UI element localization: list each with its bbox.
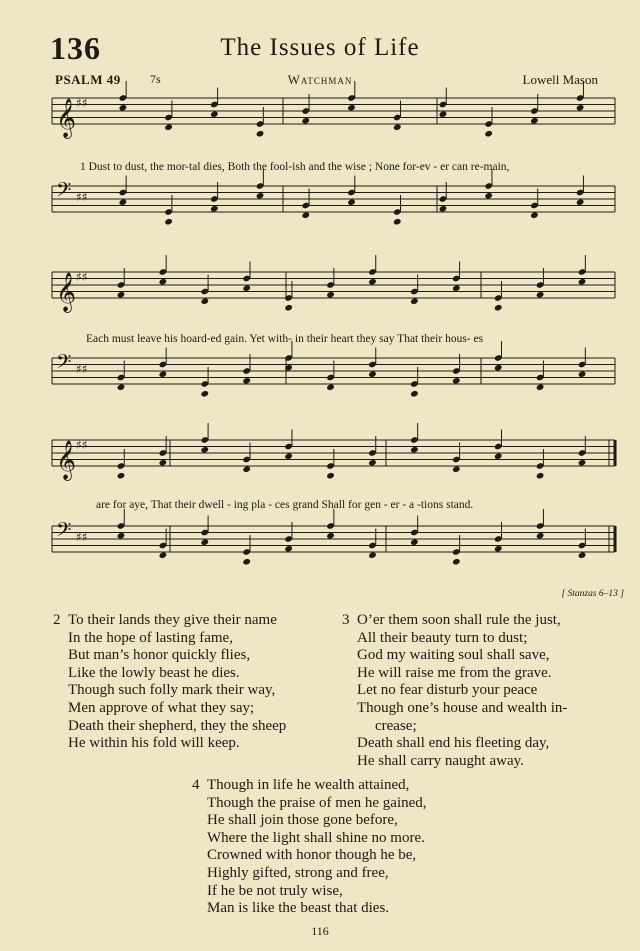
notehead xyxy=(530,211,539,219)
notehead xyxy=(119,104,128,112)
notehead xyxy=(578,551,587,559)
notehead xyxy=(284,545,293,553)
notehead xyxy=(326,291,335,299)
notehead xyxy=(536,383,545,391)
treble-clef-icon: 𝄞 xyxy=(56,272,77,312)
key-signature-icon: ♯♯ xyxy=(76,96,88,110)
bass-clef-icon: 𝄢 xyxy=(56,350,72,378)
notehead xyxy=(347,104,356,112)
notehead xyxy=(256,192,265,200)
stanza-line: To their lands they give their name xyxy=(68,612,277,628)
stanza-line: Let no fear disturb your peace xyxy=(357,682,538,699)
stanza-line: O’er them soon shall rule the just, xyxy=(357,612,561,628)
stanza-line: Highly gifted, strong and free, xyxy=(207,864,389,881)
notehead xyxy=(536,532,545,540)
bass-clef-icon: 𝄢 xyxy=(56,518,72,546)
stanza-4 xyxy=(192,777,427,918)
notehead xyxy=(410,538,419,546)
notehead xyxy=(368,459,377,467)
notehead xyxy=(117,383,126,391)
stanza-number: 4 xyxy=(192,777,200,793)
notehead xyxy=(578,370,587,378)
notehead xyxy=(484,192,493,200)
notehead xyxy=(368,551,377,559)
stanza-line: He shall join those gone before, xyxy=(207,812,398,829)
notehead xyxy=(494,304,503,312)
key-signature-icon: ♯♯ xyxy=(76,270,88,284)
stanza-line: He shall carry naught away. xyxy=(357,752,524,769)
stanza-line: Men approve of what they say; xyxy=(68,699,255,716)
bass-clef-icon: 𝄢 xyxy=(56,178,72,206)
key-signature-icon: ♯♯ xyxy=(76,190,88,204)
notehead xyxy=(393,123,402,131)
lyric-line-3: are for aye, That their dwell - ing pla - ces grand Shall for gen - er - a -tions stand. xyxy=(96,499,474,511)
stanza-line: Crowned with honor though he be, xyxy=(207,847,417,864)
notehead xyxy=(410,297,419,305)
stanza-3 xyxy=(342,612,568,770)
notehead xyxy=(578,459,587,467)
stanza-line: God my waiting soul shall save, xyxy=(357,647,550,664)
stanza-line: If he be not truly wise, xyxy=(207,882,343,899)
notehead xyxy=(576,104,585,112)
psalm-reference: PSALM 49 xyxy=(55,72,121,87)
notehead xyxy=(242,377,251,385)
notehead xyxy=(439,205,448,213)
key-signature-icon: ♯♯ xyxy=(76,438,88,452)
notehead xyxy=(410,446,419,454)
notehead xyxy=(164,123,173,131)
notehead xyxy=(159,459,168,467)
notehead xyxy=(452,465,461,473)
notehead xyxy=(117,472,126,480)
key-signature-icon: ♯♯ xyxy=(76,362,88,376)
notehead xyxy=(410,390,419,398)
stanza-number: 2 xyxy=(53,612,61,628)
notehead xyxy=(452,284,461,292)
page-number: 116 xyxy=(311,924,329,938)
notehead xyxy=(200,297,209,305)
lyric-line-2: Each must leave his hoard-ed gain. Yet with- in their heart they say That their hous- es xyxy=(86,333,484,345)
notehead xyxy=(393,218,402,226)
stanza-line: Death shall end his fleeting day, xyxy=(357,735,550,752)
notehead xyxy=(536,291,545,299)
notehead xyxy=(210,110,219,118)
stanza-line: But man’s honor quickly flies, xyxy=(68,647,251,664)
tune-name: Watchman xyxy=(287,72,353,87)
notehead xyxy=(368,370,377,378)
notehead xyxy=(119,198,128,206)
notehead xyxy=(164,218,173,226)
notehead xyxy=(159,370,168,378)
notehead xyxy=(536,472,545,480)
notehead xyxy=(210,205,219,213)
notehead xyxy=(301,211,310,219)
notehead xyxy=(576,198,585,206)
notehead xyxy=(256,130,265,138)
notehead xyxy=(326,532,335,540)
notehead xyxy=(284,304,293,312)
notehead xyxy=(452,558,461,566)
hymn-number: 136 xyxy=(50,30,101,66)
stanza-line: Though one’s house and wealth in- xyxy=(357,699,568,716)
notehead xyxy=(494,545,503,553)
stanza-line: Where the light shall shine no more. xyxy=(207,829,425,846)
notehead xyxy=(494,364,503,372)
meter: 7s xyxy=(150,72,161,86)
stanza-line: Though such folly mark their way, xyxy=(68,682,276,699)
stanza-line: He within his fold will keep. xyxy=(68,735,240,752)
stanza-line: In the hope of lasting fame, xyxy=(68,629,233,646)
notehead xyxy=(452,377,461,385)
stanza-line: Though in life he wealth attained, xyxy=(207,777,410,793)
composer: Lowell Mason xyxy=(522,72,598,87)
treble-clef-icon: 𝄞 xyxy=(56,440,77,480)
notehead xyxy=(242,284,251,292)
notehead xyxy=(439,110,448,118)
notehead xyxy=(159,278,168,286)
notehead xyxy=(200,538,209,546)
notehead xyxy=(301,117,310,125)
notehead xyxy=(326,472,335,480)
notehead xyxy=(284,452,293,460)
notehead xyxy=(494,452,503,460)
treble-clef-icon: 𝄞 xyxy=(56,98,77,138)
stanza-line: Man is like the beast that dies. xyxy=(207,900,390,917)
notehead xyxy=(484,130,493,138)
notehead xyxy=(159,551,168,559)
stanza-note: [ Stanzas 6–13 ] xyxy=(561,589,624,599)
notehead xyxy=(368,278,377,286)
stanza-2 xyxy=(53,612,287,753)
stanza-number: 3 xyxy=(342,612,350,628)
stanza-line: Death their shepherd, they the sheep xyxy=(68,717,287,734)
stanza-line: Though the praise of men he gained, xyxy=(207,794,427,811)
notehead xyxy=(117,532,126,540)
stanza-line: Like the lowly beast he dies. xyxy=(68,664,240,681)
notehead xyxy=(530,117,539,125)
stanza-line: crease; xyxy=(375,717,417,734)
hymn-title: The Issues of Life xyxy=(220,34,420,61)
notehead xyxy=(326,383,335,391)
notehead xyxy=(578,278,587,286)
stanza-line: All their beauty turn to dust; xyxy=(357,629,528,646)
lyric-line-1: 1 Dust to dust, the mor-tal dies, Both the fool-ish and the wise ; None for-ev - er can re-main, xyxy=(80,161,510,173)
notehead xyxy=(242,465,251,473)
notehead xyxy=(347,198,356,206)
notehead xyxy=(200,446,209,454)
notehead xyxy=(117,291,126,299)
notehead xyxy=(242,558,251,566)
key-signature-icon: ♯♯ xyxy=(76,530,88,544)
stanza-line: He will raise me from the grave. xyxy=(357,664,552,681)
notehead xyxy=(200,390,209,398)
